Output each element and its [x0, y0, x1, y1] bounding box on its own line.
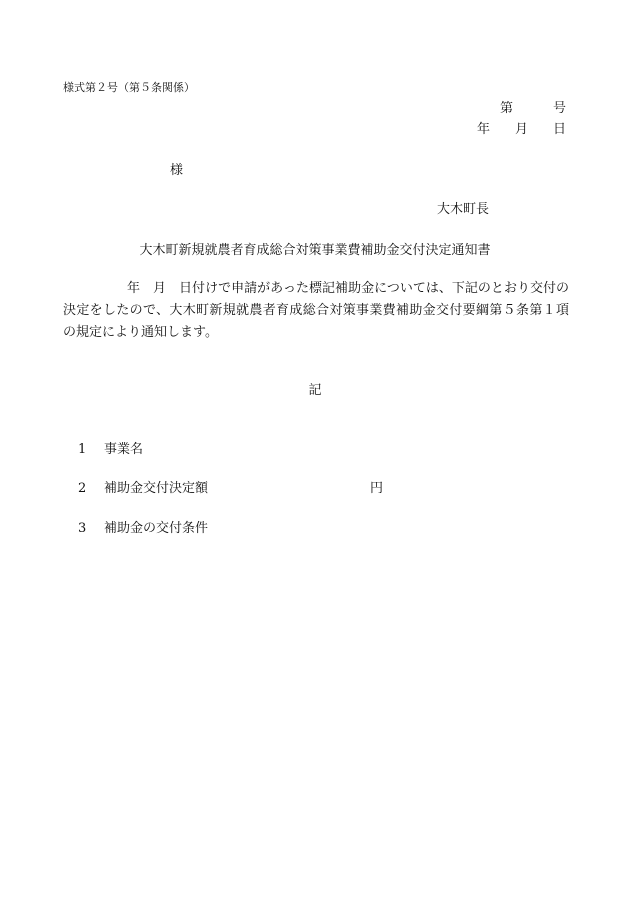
addressee-suffix: 様 — [170, 163, 184, 178]
list-item — [78, 482, 208, 495]
item-label: 事業名 — [104, 442, 144, 457]
item-label: 補助金交付決定額 — [104, 481, 209, 496]
ki-heading: 記 — [308, 383, 322, 398]
item-number: 2 — [78, 481, 87, 496]
list-item — [78, 522, 208, 535]
item-label: 補助金の交付条件 — [104, 521, 209, 536]
document-number-prefix: 第 — [499, 101, 513, 116]
date-day: 日 — [552, 122, 566, 137]
list-item — [78, 443, 143, 456]
document-number — [500, 102, 566, 115]
sender-name: 大木町長 — [437, 202, 490, 217]
form-number: 様式第２号（第５条関係） — [63, 81, 195, 94]
document-title: 大木町新規就農者育成総合対策事業費補助金交付決定通知書 — [139, 243, 491, 258]
amount-unit: 円 — [370, 481, 384, 496]
body-paragraph: 年 月 日付けで申請があった標記補助金については、下記のとおり交付の決定をしたので、大木町新規就農者育成総合対策事業費補助金交付要綱第５条第１項の規定により通知します。 — [63, 281, 569, 340]
document-number-suffix: 号 — [552, 101, 566, 116]
issue-date — [477, 123, 566, 136]
item-number: 3 — [78, 521, 87, 536]
date-month: 月 — [514, 122, 528, 137]
item-number: 1 — [78, 442, 87, 457]
date-year: 年 — [476, 122, 490, 137]
